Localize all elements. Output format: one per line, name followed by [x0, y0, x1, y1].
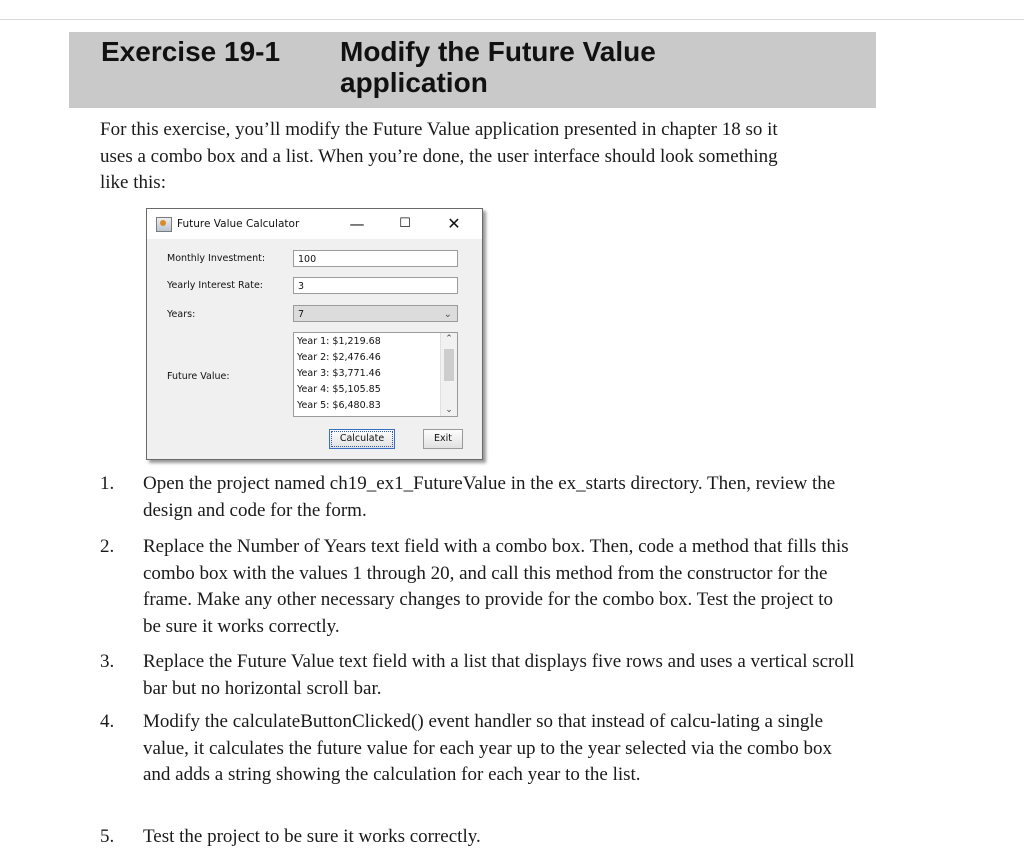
future-value-list[interactable]: [293, 332, 458, 417]
step-number: 4.: [100, 711, 115, 732]
java-app-icon: [156, 217, 172, 232]
list-item[interactable]: Year 3: $3,771.46: [297, 368, 381, 379]
monthly-investment-label: Monthly Investment:: [167, 253, 266, 264]
chevron-down-icon[interactable]: ⌄: [443, 309, 452, 320]
exercise-heading: [69, 32, 876, 108]
list-item[interactable]: Year 5: $6,480.83: [297, 400, 381, 411]
step-text: Open the project named ch19_ex1_FutureValue in the ex_starts directory. Then, review the design and code for the form.: [143, 473, 836, 521]
step-number: 5.: [100, 826, 115, 847]
intro-paragraph: For this exercise, you’ll modify the Future Value application presented in chapter 18 so it uses a combo box and a list. When you’re done, the user interface should look something like this:: [100, 119, 778, 193]
top-divider: [0, 19, 1024, 20]
exercise-title: Modify the Future Value application: [340, 36, 656, 98]
window-titlebar: [147, 209, 482, 239]
step-text: Replace the Number of Years text field with a combo box. Then, code a method that fills this combo box with the values 1 through 20, and call this method from the constructor for the frame. Make any other necessary changes to provide for the combo box. Test the project to be sure it works correctly.: [143, 536, 849, 637]
step-number: 2.: [100, 536, 115, 557]
step-text: Test the project to be sure it works correctly.: [143, 826, 481, 847]
scroll-up-icon[interactable]: ⌃: [445, 334, 453, 344]
step-text: Modify the calculateButtonClicked() event handler so that instead of calcu-lating a single value, it calculates the future value for each year up to the year selected via the combo box and adds a string showing the calculation for each year to the list.: [143, 711, 832, 785]
interest-rate-field[interactable]: 3: [293, 277, 458, 294]
exit-button[interactable]: Exit: [423, 429, 463, 449]
minimize-button[interactable]: —: [349, 215, 365, 233]
future-value-label: Future Value:: [167, 371, 230, 382]
scroll-thumb[interactable]: [444, 349, 454, 381]
window-title: Future Value Calculator: [177, 218, 300, 230]
future-value-window: [146, 208, 483, 460]
years-combo-value: 7: [298, 309, 305, 320]
scroll-down-icon[interactable]: ⌄: [445, 405, 453, 415]
exercise-number: Exercise 19-1: [101, 36, 281, 67]
maximize-button[interactable]: ☐: [399, 216, 411, 231]
list-item[interactable]: Year 1: $1,219.68: [297, 336, 381, 347]
close-button[interactable]: ✕: [447, 214, 461, 233]
interest-rate-label: Yearly Interest Rate:: [167, 280, 264, 291]
years-label: Years:: [167, 309, 196, 320]
step-number: 3.: [100, 651, 115, 672]
step-number: 1.: [100, 473, 115, 494]
step-text: Replace the Future Value text field with a list that displays five rows and uses a vertical scroll bar but no horizontal scroll bar.: [143, 651, 855, 699]
years-combo-box[interactable]: [293, 305, 458, 322]
list-item[interactable]: Year 4: $5,105.85: [297, 384, 381, 395]
monthly-investment-field[interactable]: 100: [293, 250, 458, 267]
vertical-scrollbar[interactable]: [440, 333, 457, 416]
calculate-button[interactable]: Calculate: [329, 429, 395, 449]
list-item[interactable]: Year 2: $2,476.46: [297, 352, 381, 363]
